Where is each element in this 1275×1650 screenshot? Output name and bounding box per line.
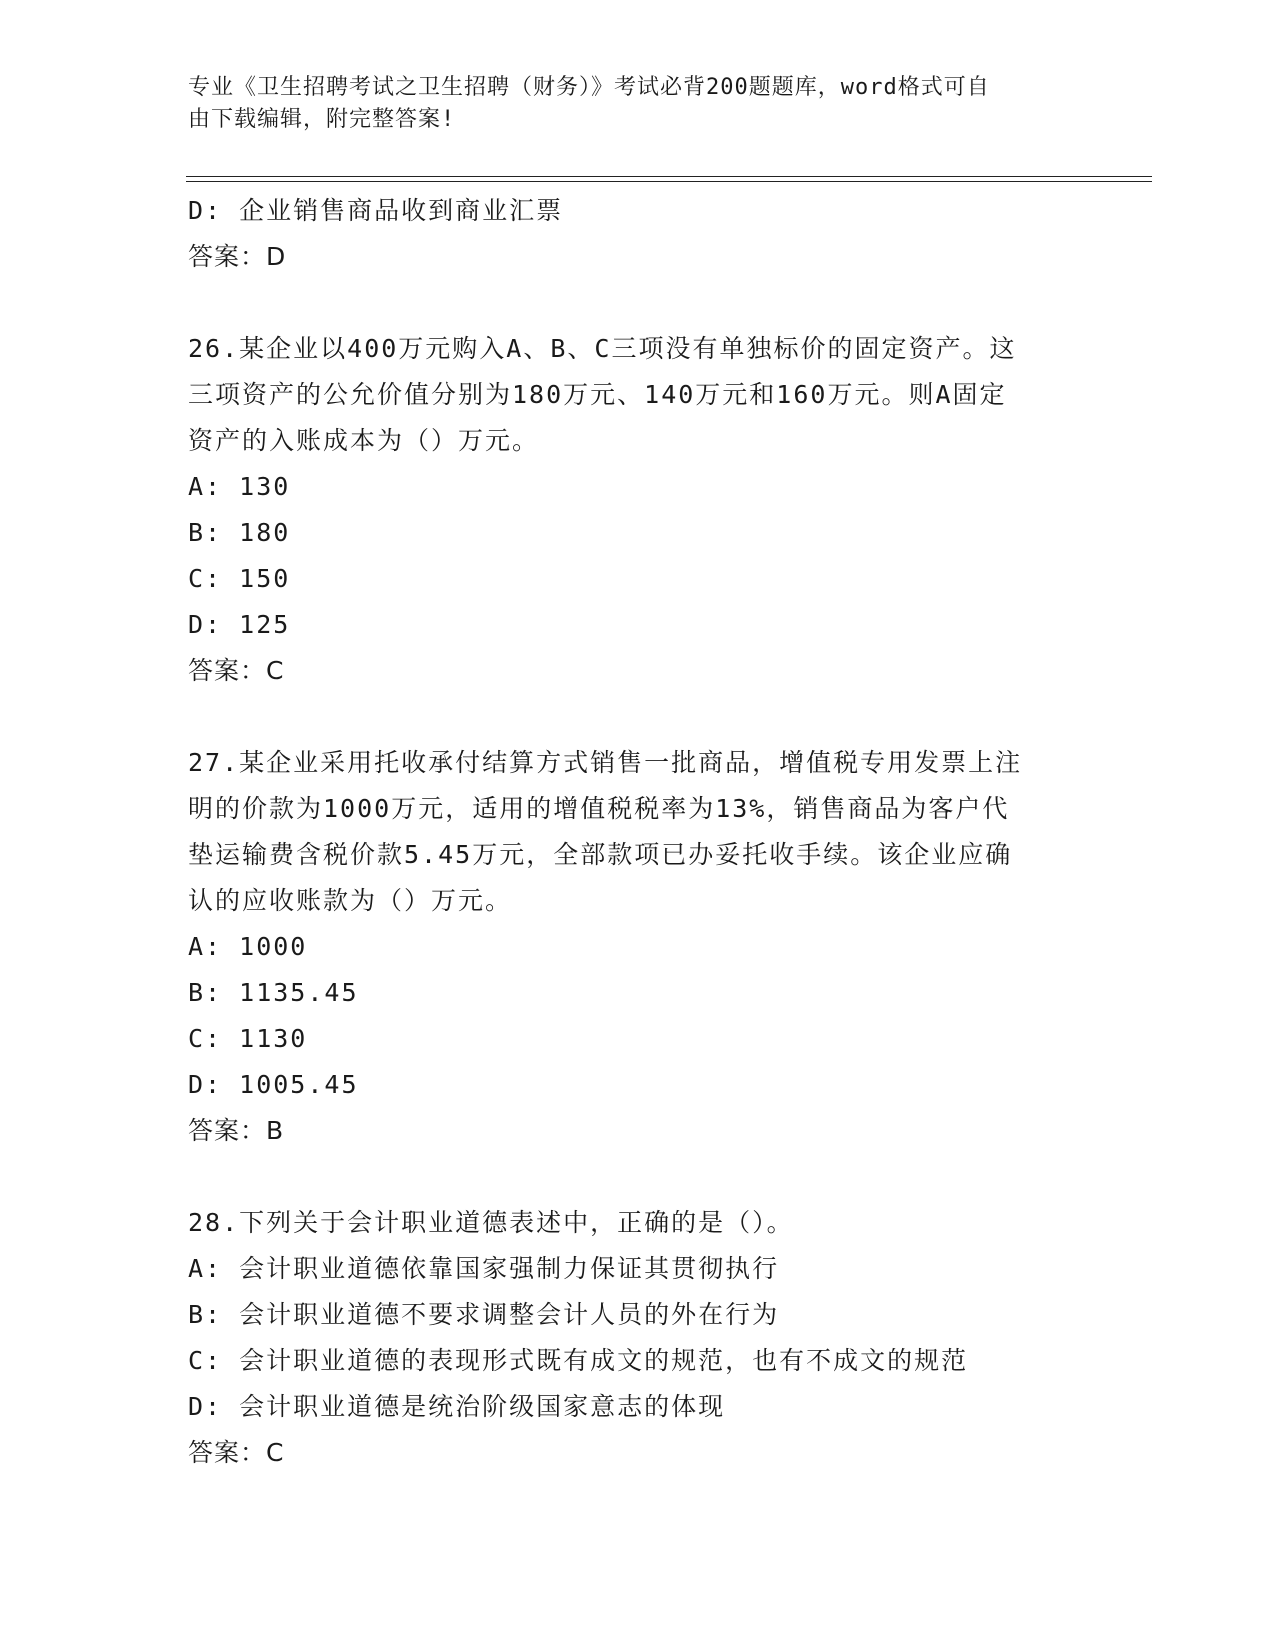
question-28: [188, 1200, 1088, 1476]
spacer: [188, 1154, 1088, 1200]
option-c: C: 会计职业道德的表现形式既有成文的规范，也有不成文的规范: [188, 1346, 969, 1375]
option-b: B: 180: [188, 518, 291, 547]
header-line-1: 专业《卫生招聘考试之卫生招聘（财务）》考试必背200题题库，word格式可自: [188, 75, 990, 100]
header-divider-top: [186, 176, 1152, 177]
header-divider-bottom: [186, 181, 1152, 182]
question-27: [188, 740, 1088, 1154]
option-d: D: 会计职业道德是统治阶级国家意志的体现: [188, 1392, 726, 1421]
answer: 答案：D: [188, 242, 287, 271]
question-stem: 27.某企业采用托收承付结算方式销售一批商品，增值税专用发票上注: [188, 748, 1023, 777]
question-26: [188, 326, 1088, 694]
spacer: [188, 694, 1088, 740]
option-a: A: 会计职业道德依靠国家强制力保证其贯彻执行: [188, 1254, 780, 1283]
answer: 答案：B: [188, 1116, 285, 1145]
answer: 答案：C: [188, 656, 285, 685]
question-stem: 26.某企业以400万元购入A、B、C三项没有单独标价的固定资产。这: [188, 334, 1017, 363]
question-stem: 垫运输费含税价款5.45万元，全部款项已办妥托收手续。该企业应确: [188, 840, 1013, 869]
header-line-2: 由下载编辑，附完整答案!: [188, 107, 456, 132]
option-a: A: 130: [188, 472, 291, 501]
question-stem: 认的应收账款为（）万元。: [188, 886, 513, 915]
spacer: [188, 280, 1088, 326]
option-d: D: 1005.45: [188, 1070, 359, 1099]
question-list: [188, 188, 1088, 1476]
question-stem: 三项资产的公允价值分别为180万元、140万元和160万元。则A固定: [188, 380, 1007, 409]
option-d: D: 企业销售商品收到商业汇票: [188, 196, 564, 225]
option-d: D: 125: [188, 610, 291, 639]
option-b: B: 会计职业道德不要求调整会计人员的外在行为: [188, 1300, 780, 1329]
question-25-tail: [188, 188, 1088, 280]
question-stem: 资产的入账成本为（）万元。: [188, 426, 540, 455]
option-a: A: 1000: [188, 932, 308, 961]
option-c: C: 1130: [188, 1024, 308, 1053]
question-stem: 28.下列关于会计职业道德表述中，正确的是（）。: [188, 1208, 794, 1237]
answer: 答案：C: [188, 1438, 285, 1467]
question-stem: 明的价款为1000万元，适用的增值税税率为13%，销售商品为客户代: [188, 794, 1010, 823]
option-c: C: 150: [188, 564, 291, 593]
page-header: [188, 72, 1068, 136]
option-b: B: 1135.45: [188, 978, 359, 1007]
